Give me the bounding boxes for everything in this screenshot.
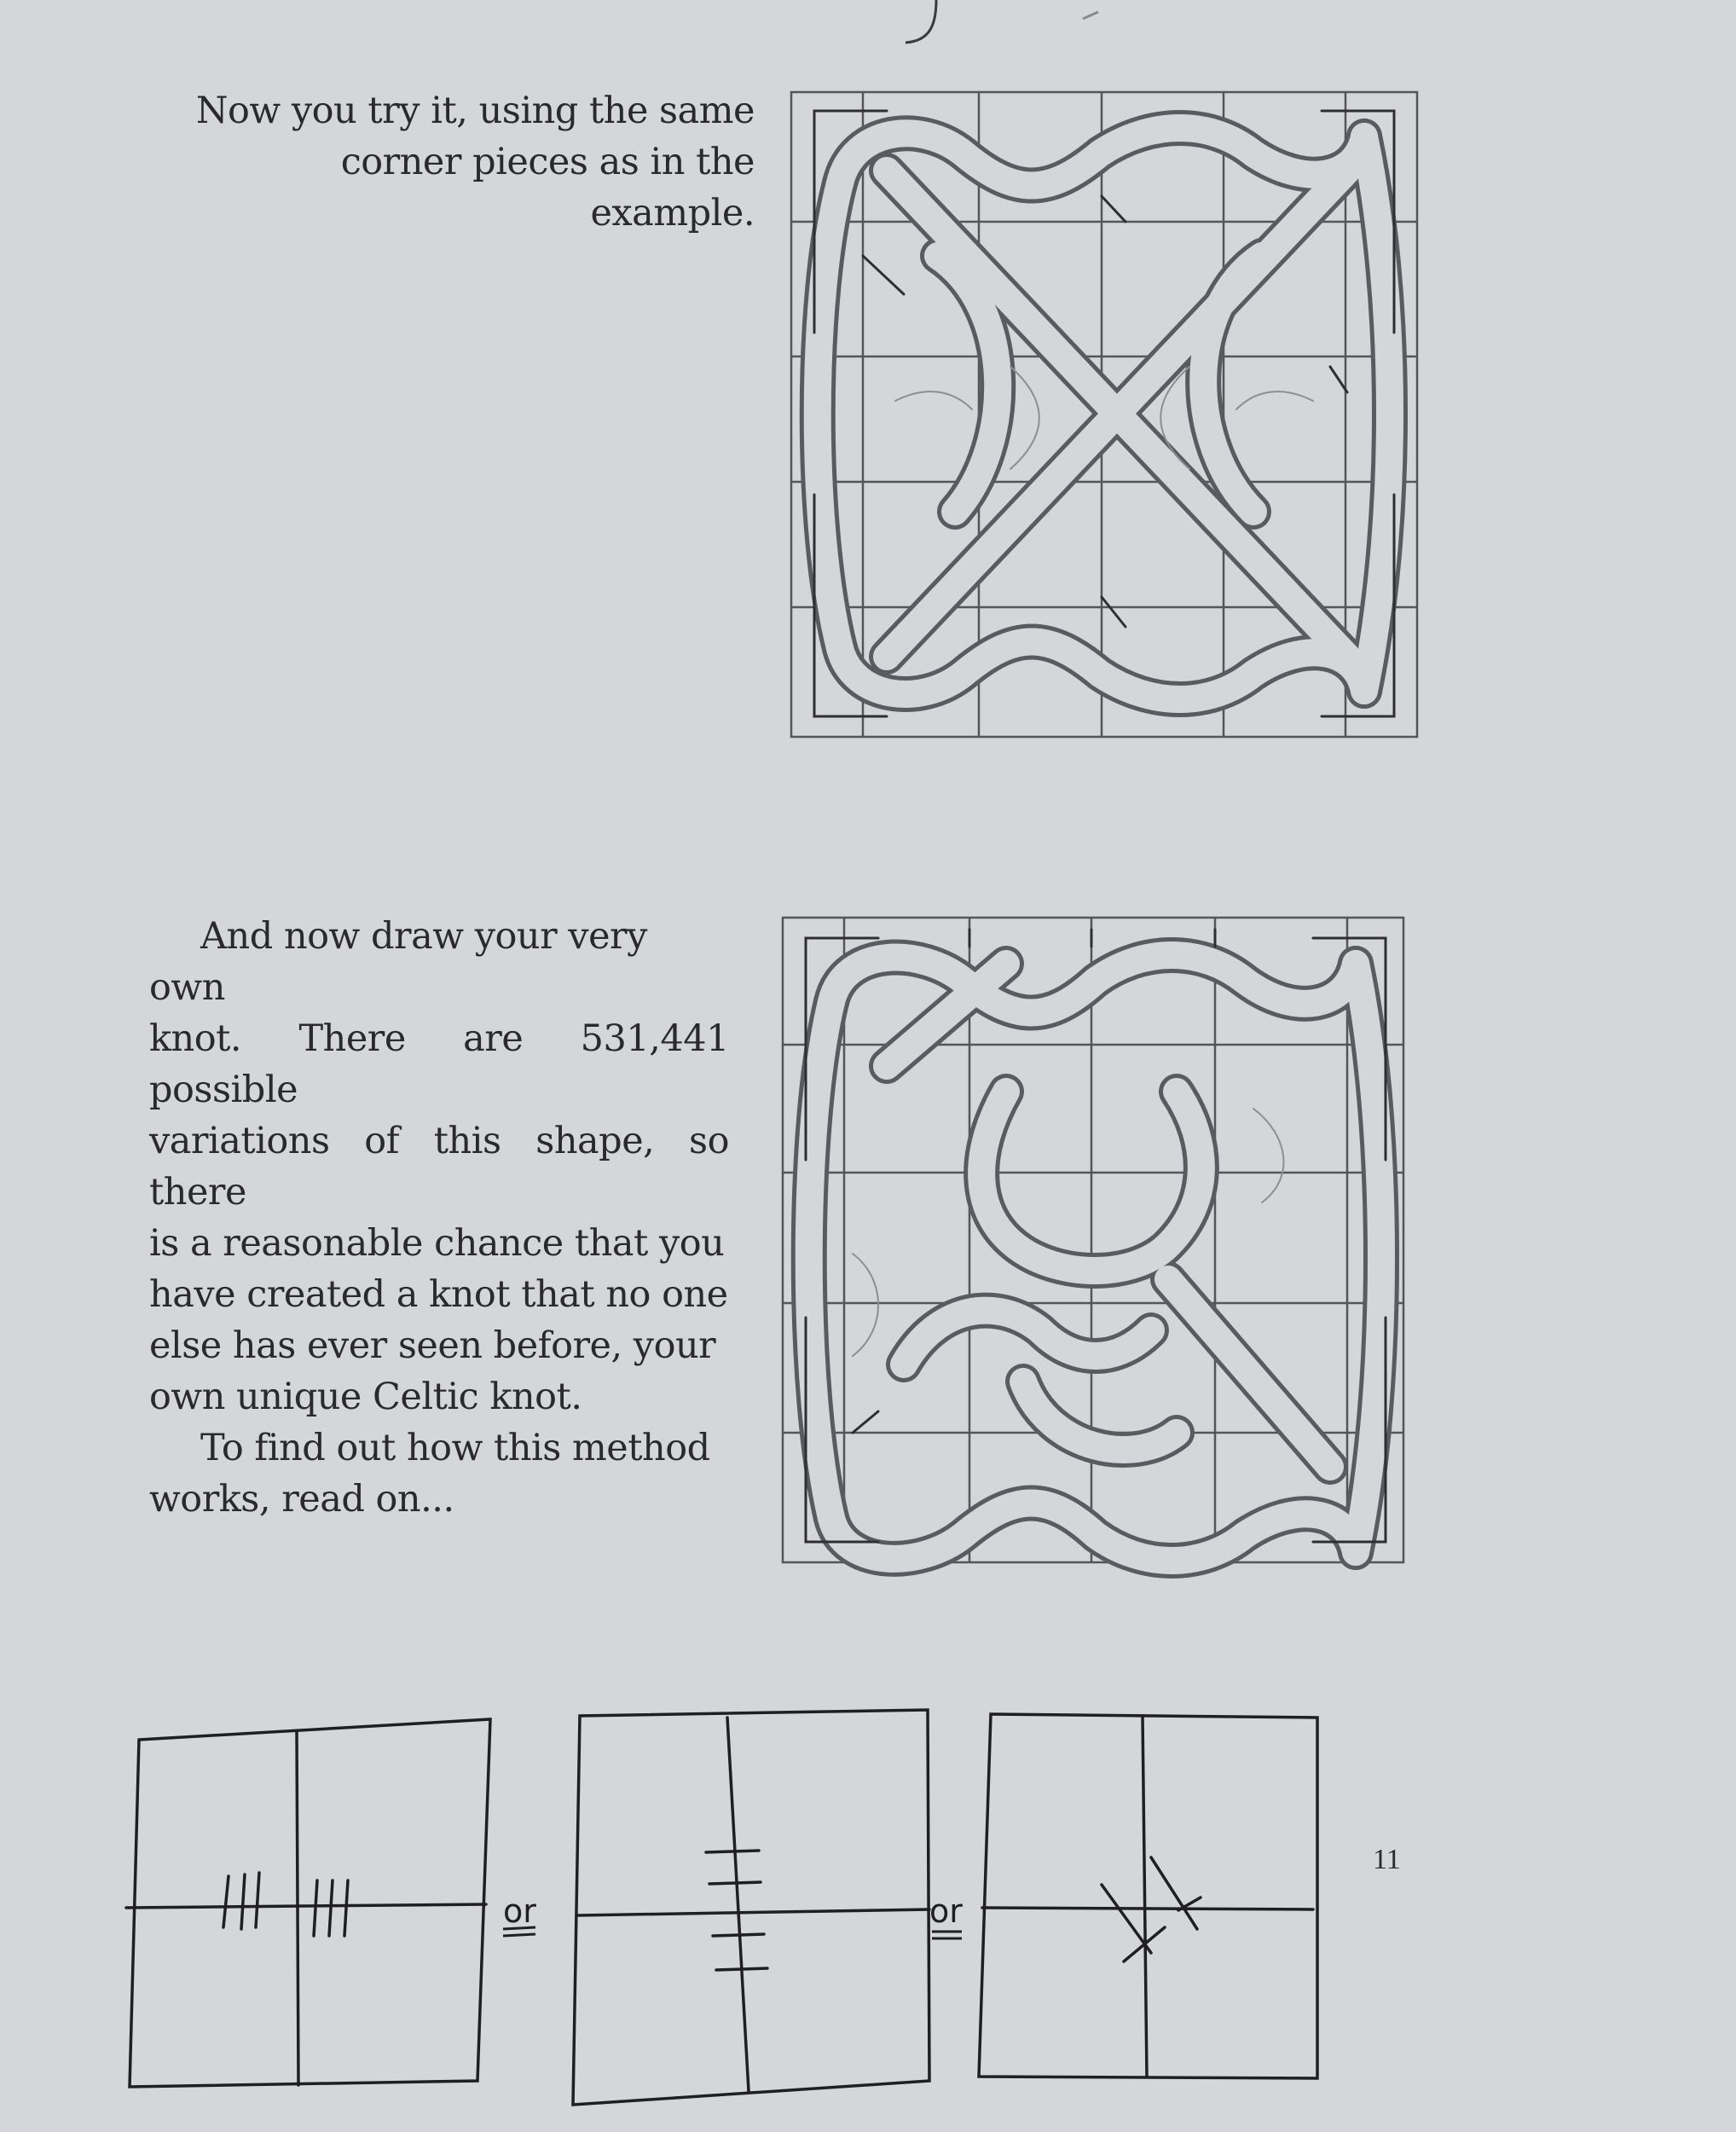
follow-line-1: To find out how this method <box>200 1427 710 1469</box>
intro-line-1: Now you try it, using the same <box>195 90 755 132</box>
intro-line-2: corner pieces as in the example. <box>340 141 755 235</box>
variations-line-2: knot. There are 531,441 possible <box>149 1017 729 1111</box>
top-edge-pencil-marks <box>0 0 1736 68</box>
equals-marks <box>503 1927 962 1938</box>
or-label-1: or <box>503 1892 536 1930</box>
page-number: 11 <box>1373 1844 1401 1875</box>
variations-line-3: variations of this shape, so there <box>149 1120 729 1214</box>
variations-line-1: And now draw your very own <box>149 915 647 1009</box>
knot-2-grid <box>783 918 1403 1562</box>
or-label-2: or <box>929 1892 963 1930</box>
sketch-square-3 <box>979 1714 1317 2078</box>
variations-line-5: have created a knot that no one <box>149 1273 728 1316</box>
sketch-square-1 <box>126 1719 490 2087</box>
variations-line-7: own unique Celtic knot. <box>149 1376 582 1418</box>
knot-1-cords <box>814 111 1394 716</box>
knot-2-cords <box>806 930 1386 1561</box>
sketch-square-2 <box>573 1710 929 2105</box>
knot-1-grid <box>791 92 1417 737</box>
follow-line-2: works, read on... <box>149 1478 454 1521</box>
variations-line-4: is a reasonable chance that you <box>149 1222 725 1265</box>
variations-line-6: else has ever seen before, your <box>149 1324 716 1367</box>
variations-paragraph <box>149 911 729 1525</box>
intro-paragraph <box>166 85 755 239</box>
